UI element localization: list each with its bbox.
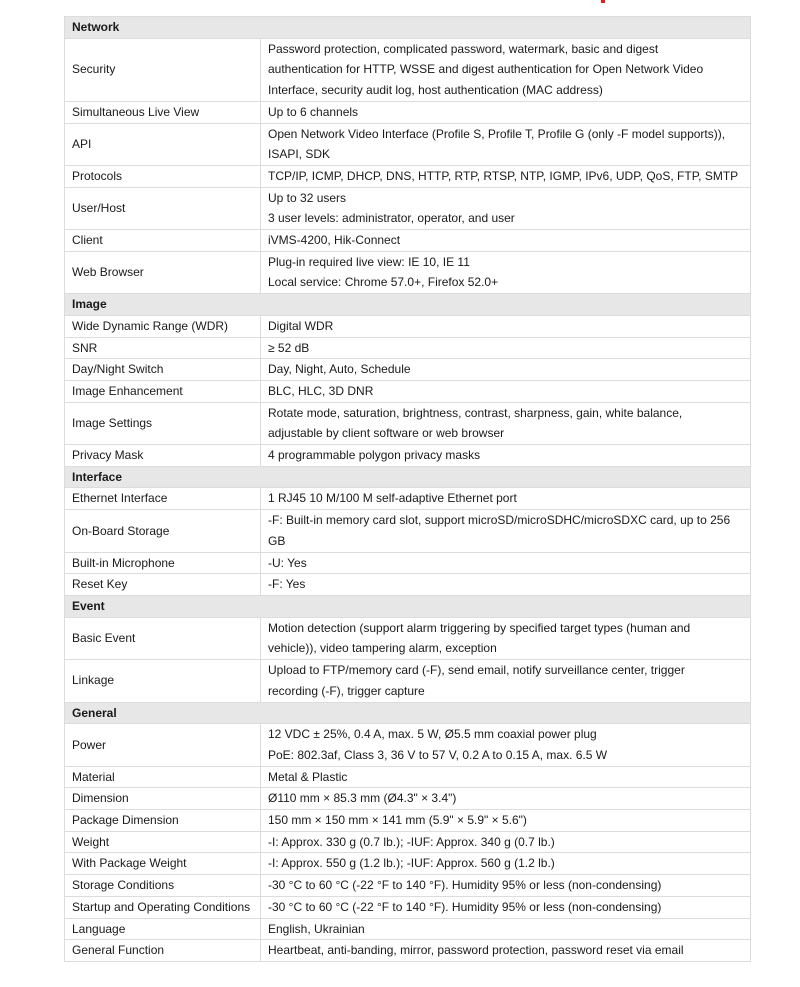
spec-value xyxy=(261,445,751,467)
section-header-row xyxy=(65,595,751,617)
spec-label: General Function xyxy=(65,940,261,962)
spec-row xyxy=(65,337,751,359)
spec-value-line: Interface, security audit log, host authentication (MAC address) xyxy=(268,83,603,98)
spec-value-line: Motion detection (support alarm triggering by specified target types (human and xyxy=(268,620,691,635)
section-header-row xyxy=(65,294,751,316)
spec-row xyxy=(65,940,751,962)
spec-label: Protocols xyxy=(65,165,261,187)
spec-row xyxy=(65,445,751,467)
spec-value-line: TCP/IP, ICMP, DHCP, DNS, HTTP, RTP, RTSP, NTP, IGMP, IPv6, UDP, QoS, FTP, SMTP xyxy=(268,168,739,183)
spec-label: Privacy Mask xyxy=(65,445,261,467)
spec-label: Security xyxy=(65,38,261,101)
spec-label: Language xyxy=(65,918,261,940)
spec-value xyxy=(261,337,751,359)
spec-value xyxy=(261,896,751,918)
spec-value-line: -30 °C to 60 °C (-22 °F to 140 °F). Humidity 95% or less (non-condensing) xyxy=(268,878,662,893)
spec-value xyxy=(261,380,751,402)
spec-value xyxy=(261,165,751,187)
spec-value xyxy=(261,940,751,962)
spec-value xyxy=(261,831,751,853)
spec-label: Built-in Microphone xyxy=(65,552,261,574)
spec-row xyxy=(65,402,751,444)
spec-row xyxy=(65,831,751,853)
spec-label: User/Host xyxy=(65,187,261,229)
spec-value xyxy=(261,574,751,596)
spec-value-line: Ø110 mm × 85.3 mm (Ø4.3" × 3.4") xyxy=(268,791,457,806)
spec-row xyxy=(65,359,751,381)
section-header-row xyxy=(65,17,751,39)
spec-table-body xyxy=(65,17,751,962)
spec-value xyxy=(261,853,751,875)
spec-value-line: -F: Built-in memory card slot, support microSD/microSDHC/microSDXC card, up to 256 xyxy=(268,513,731,528)
spec-row xyxy=(65,165,751,187)
spec-value-line: Local service: Chrome 57.0+, Firefox 52.0+ xyxy=(268,275,499,290)
spec-label: SNR xyxy=(65,337,261,359)
spec-value-line: adjustable by client software or web browser xyxy=(268,426,505,441)
spec-label: On-Board Storage xyxy=(65,510,261,552)
spec-value xyxy=(261,510,751,552)
section-title: Interface xyxy=(65,466,751,488)
spec-value xyxy=(261,810,751,832)
spec-value xyxy=(261,552,751,574)
spec-label: Startup and Operating Conditions xyxy=(65,896,261,918)
spec-value-line: BLC, HLC, 3D DNR xyxy=(268,383,374,398)
spec-value-line: 12 VDC ± 25%, 0.4 A, max. 5 W, Ø5.5 mm coaxial power plug xyxy=(268,727,597,742)
section-title: Event xyxy=(65,595,751,617)
spec-label: Storage Conditions xyxy=(65,875,261,897)
spec-value-line: Metal & Plastic xyxy=(268,769,348,784)
spec-value-line: ISAPI, SDK xyxy=(268,147,331,162)
spec-value-line: -30 °C to 60 °C (-22 °F to 140 °F). Humidity 95% or less (non-condensing) xyxy=(268,899,662,914)
spec-label: Image Enhancement xyxy=(65,380,261,402)
spec-value-line: authentication for HTTP, WSSE and digest authentication for Open Network Video xyxy=(268,62,704,77)
spec-value-line: 150 mm × 150 mm × 141 mm (5.9" × 5.9" × 5.6") xyxy=(268,813,527,828)
spec-label: Power xyxy=(65,724,261,766)
spec-value xyxy=(261,359,751,381)
section-title: General xyxy=(65,702,751,724)
spec-table xyxy=(64,16,751,962)
spec-row xyxy=(65,510,751,552)
spec-label: Ethernet Interface xyxy=(65,488,261,510)
spec-value-line: -I: Approx. 550 g (1.2 lb.); -IUF: Approx. 560 g (1.2 lb.) xyxy=(268,856,555,871)
spec-label: Simultaneous Live View xyxy=(65,101,261,123)
spec-label: Basic Event xyxy=(65,617,261,659)
spec-value-line: Day, Night, Auto, Schedule xyxy=(268,362,411,377)
spec-row xyxy=(65,488,751,510)
spec-value-line: -F: Yes xyxy=(268,577,306,592)
spec-value-line: recording (-F), trigger capture xyxy=(268,683,425,698)
spec-value-line: 3 user levels: administrator, operator, and user xyxy=(268,211,515,226)
section-header-row xyxy=(65,466,751,488)
spec-value-line: 1 RJ45 10 M/100 M self-adaptive Ethernet port xyxy=(268,491,517,506)
spec-value-line: vehicle)), video tampering alarm, exception xyxy=(268,641,497,656)
spec-value xyxy=(261,724,751,766)
spec-value xyxy=(261,488,751,510)
spec-label: Client xyxy=(65,230,261,252)
spec-value-line: Plug-in required live view: IE 10, IE 11 xyxy=(268,254,470,269)
spec-row xyxy=(65,552,751,574)
spec-value xyxy=(261,918,751,940)
spec-value-line: Up to 6 channels xyxy=(268,104,359,119)
spec-value xyxy=(261,38,751,101)
spec-row xyxy=(65,918,751,940)
spec-label: Web Browser xyxy=(65,251,261,293)
spec-label: With Package Weight xyxy=(65,853,261,875)
spec-value-line: Rotate mode, saturation, brightness, contrast, sharpness, gain, white balance, xyxy=(268,405,683,420)
spec-row xyxy=(65,38,751,101)
section-header-row xyxy=(65,702,751,724)
spec-value-line: Upload to FTP/memory card (-F), send email, notify surveillance center, trigger xyxy=(268,663,685,678)
spec-value-line: -U: Yes xyxy=(268,555,307,570)
spec-value xyxy=(261,251,751,293)
section-title: Network xyxy=(65,17,751,39)
spec-row xyxy=(65,853,751,875)
spec-value xyxy=(261,660,751,702)
spec-value-line: -I: Approx. 330 g (0.7 lb.); -IUF: Approx. 340 g (0.7 lb.) xyxy=(268,834,555,849)
spec-row xyxy=(65,810,751,832)
spec-row xyxy=(65,875,751,897)
spec-value xyxy=(261,766,751,788)
spec-value-line: PoE: 802.3af, Class 3, 36 V to 57 V, 0.2 A to 0.15 A, max. 6.5 W xyxy=(268,747,608,762)
spec-row xyxy=(65,101,751,123)
spec-label: Linkage xyxy=(65,660,261,702)
spec-row xyxy=(65,230,751,252)
spec-value-line: iVMS-4200, Hik-Connect xyxy=(268,233,401,248)
spec-label: Material xyxy=(65,766,261,788)
spec-value xyxy=(261,617,751,659)
spec-label: Weight xyxy=(65,831,261,853)
spec-row xyxy=(65,896,751,918)
spec-label: Reset Key xyxy=(65,574,261,596)
section-title: Image xyxy=(65,294,751,316)
spec-value-line: GB xyxy=(268,533,286,548)
spec-row xyxy=(65,788,751,810)
spec-value-line: Up to 32 users xyxy=(268,190,347,205)
spec-label: Wide Dynamic Range (WDR) xyxy=(65,315,261,337)
spec-value xyxy=(261,187,751,229)
spec-row xyxy=(65,660,751,702)
spec-row xyxy=(65,251,751,293)
spec-value xyxy=(261,315,751,337)
spec-label: Day/Night Switch xyxy=(65,359,261,381)
spec-value-line: ≥ 52 dB xyxy=(268,340,310,355)
spec-label: API xyxy=(65,123,261,165)
spec-label: Package Dimension xyxy=(65,810,261,832)
spec-value xyxy=(261,101,751,123)
spec-value xyxy=(261,875,751,897)
spec-value-line: English, Ukrainian xyxy=(268,921,365,936)
spec-row xyxy=(65,574,751,596)
spec-row xyxy=(65,724,751,766)
spec-value xyxy=(261,230,751,252)
spec-value-line: 4 programmable polygon privacy masks xyxy=(268,448,481,463)
spec-value xyxy=(261,123,751,165)
spec-value-line: Open Network Video Interface (Profile S, Profile T, Profile G (only -F model supports)), xyxy=(268,126,726,141)
spec-row xyxy=(65,315,751,337)
spec-row xyxy=(65,766,751,788)
spec-value-line: Heartbeat, anti-banding, mirror, password protection, password reset via email xyxy=(268,943,684,958)
spec-row xyxy=(65,380,751,402)
spec-row xyxy=(65,123,751,165)
spec-label: Image Settings xyxy=(65,402,261,444)
spec-value-line: Password protection, complicated password, watermark, basic and digest xyxy=(268,41,659,56)
spec-value xyxy=(261,788,751,810)
spec-value xyxy=(261,402,751,444)
spec-row xyxy=(65,617,751,659)
spec-label: Dimension xyxy=(65,788,261,810)
accent-mark xyxy=(601,0,605,3)
spec-row xyxy=(65,187,751,229)
spec-value-line: Digital WDR xyxy=(268,318,334,333)
